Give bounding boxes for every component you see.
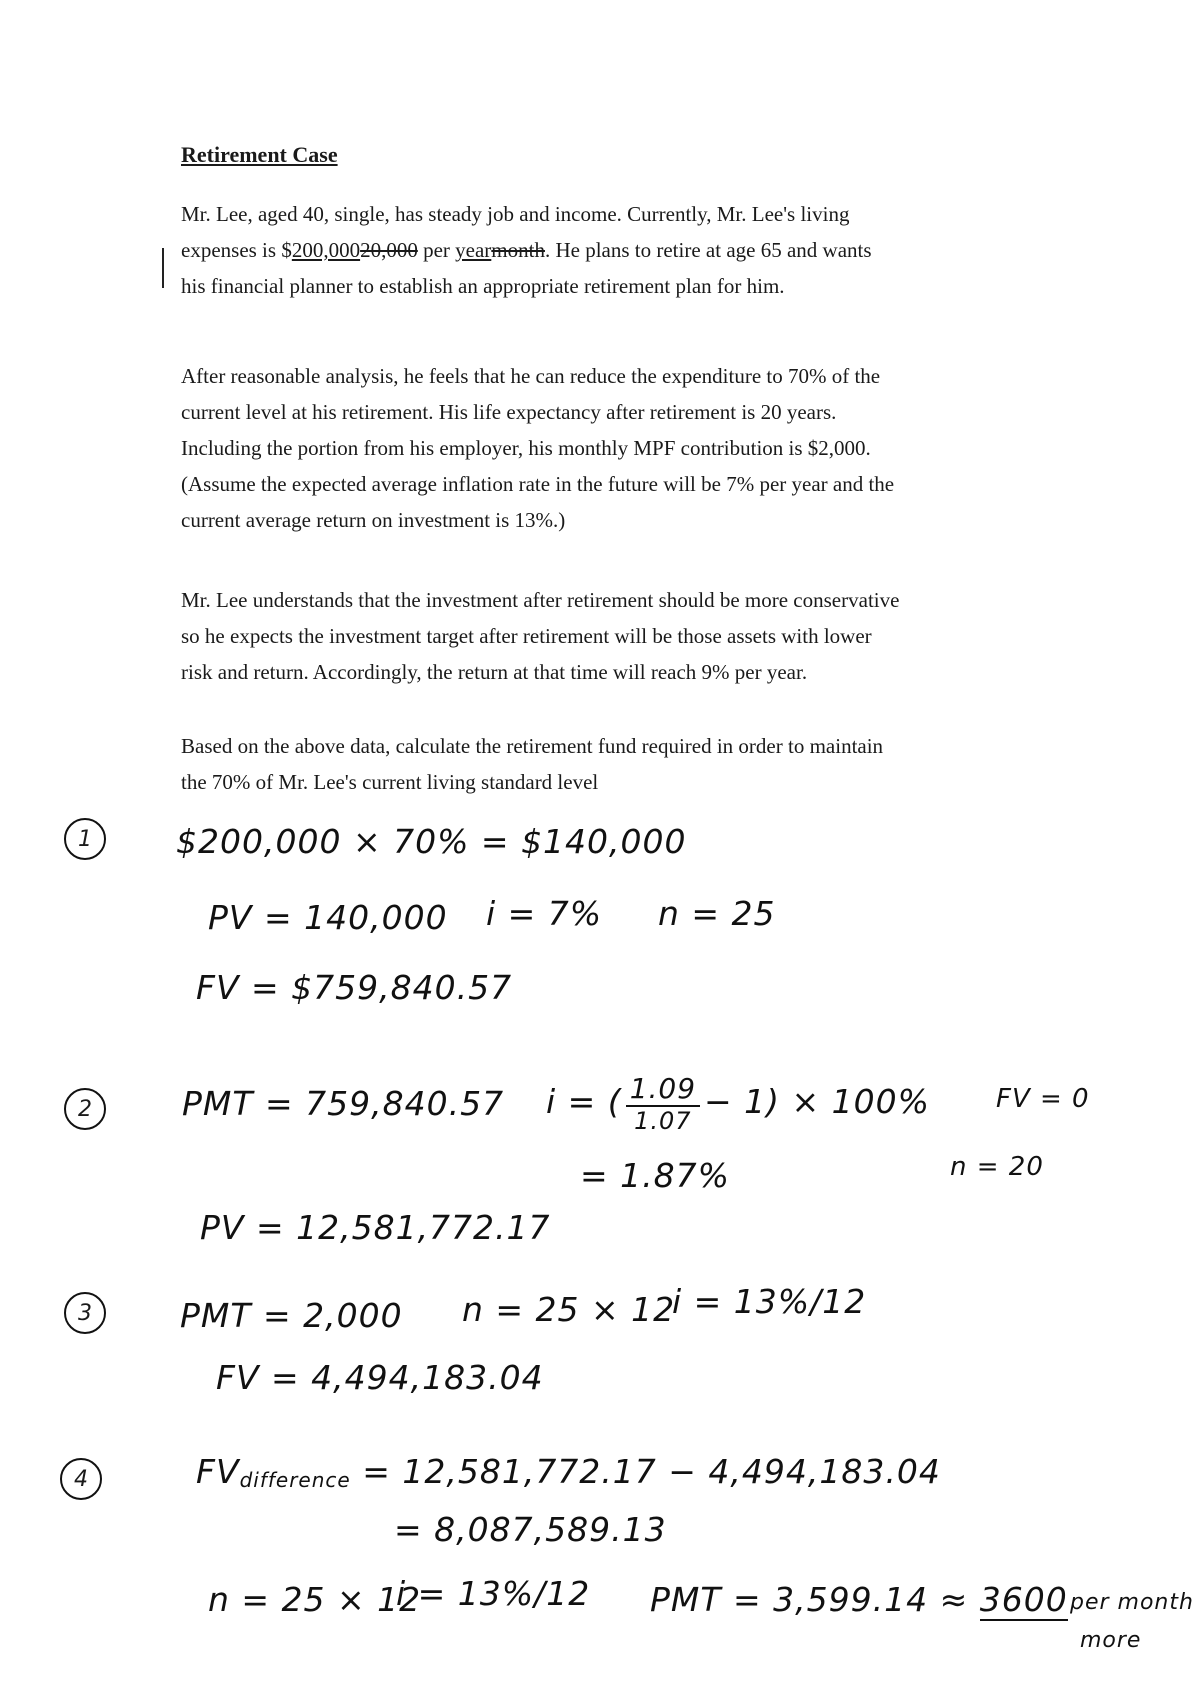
step-1-n: n = 25 bbox=[658, 894, 776, 933]
step-3-i: i = 13%/12 bbox=[672, 1282, 867, 1321]
step-1-fv: FV = $759,840.57 bbox=[196, 968, 513, 1007]
text-line: After reasonable analysis, he feels that he can reduce the expenditure to 70% of the bbox=[181, 364, 881, 388]
step-2-pv: PV = 12,581,772.17 bbox=[200, 1208, 551, 1247]
step-3-n: n = 25 × 12 bbox=[462, 1290, 676, 1329]
text-line: current level at his retirement. His life expectancy after retirement is 20 years. bbox=[181, 400, 837, 424]
paragraph-analysis bbox=[181, 358, 1081, 538]
text-line: so he expects the investment target after retirement will be those assets with lower bbox=[181, 624, 872, 648]
step-1-pv: PV = 140,000 bbox=[208, 898, 448, 937]
text-line: the 70% of Mr. Lee's current living standard level bbox=[181, 770, 599, 794]
deleted-text: 20,000 bbox=[360, 238, 418, 262]
step-2-pmt: PMT = 759,840.57 bbox=[182, 1084, 505, 1123]
text-line: his financial planner to establish an appropriate retirement plan for him. bbox=[181, 274, 785, 298]
step-2-i-formula: i = ( $\frac{1.09}{1.07}$ − 1) × 100% bbox=[546, 1072, 931, 1135]
deleted-text: month bbox=[491, 238, 545, 262]
step-2-n: n = 20 bbox=[950, 1152, 1044, 1182]
step-4-result: = 8,087,589.13 bbox=[394, 1510, 667, 1549]
document-title: Retirement Case bbox=[181, 142, 338, 167]
step-4-n: n = 25 × 12 bbox=[208, 1580, 422, 1619]
step-1-line-1: $200,000 × 70% = $140,000 bbox=[176, 822, 687, 861]
paragraph-situation bbox=[181, 196, 1081, 304]
inserted-text: year bbox=[455, 238, 492, 262]
more-note: more bbox=[1080, 1628, 1142, 1653]
per-month-note: per month bbox=[1070, 1590, 1194, 1615]
text-line: Including the portion from his employer, his monthly MPF contribution is $2,000. bbox=[181, 436, 871, 460]
text-line: Mr. Lee understands that the investment after retirement should be more conservative bbox=[181, 588, 900, 612]
rounded-payment: 3600 bbox=[979, 1580, 1068, 1619]
step-3-fv: FV = 4,494,183.04 bbox=[216, 1358, 544, 1397]
step-4-fv-difference: $FV_{difference} = 12,581,772.17 - 4,494,183.04$ bbox=[196, 1452, 941, 1492]
step-4-marker: 4 bbox=[60, 1458, 102, 1500]
step-4-pmt: PMT = 3,599.14 ≈ 3600 bbox=[650, 1580, 1068, 1619]
text-line: Mr. Lee, aged 40, single, has steady job and income. Currently, Mr. Lee's living bbox=[181, 202, 850, 226]
revision-change-bar bbox=[162, 248, 164, 288]
step-1-i: i = 7% bbox=[486, 894, 603, 933]
step-3-pmt: PMT = 2,000 bbox=[180, 1296, 403, 1335]
text-line: Based on the above data, calculate the retirement fund required in order to maintain bbox=[181, 734, 884, 758]
step-4-i: i = 13%/12 bbox=[396, 1574, 591, 1613]
text-line-revised: expenses is $200,00020,000 per yearmonth. He plans to retire at age 65 and wants bbox=[181, 238, 872, 262]
fraction: $\frac{1.09}{1.07}$ bbox=[626, 1072, 700, 1135]
text-line: current average return on investment is 13%.) bbox=[181, 508, 566, 532]
step-2-i-result: = 1.87% bbox=[580, 1156, 730, 1195]
paragraph-investment bbox=[181, 582, 1081, 690]
step-2-fv: FV = 0 bbox=[996, 1084, 1090, 1114]
inserted-text: 200,000 bbox=[291, 238, 361, 262]
step-2-marker: 2 bbox=[64, 1088, 106, 1130]
paragraph-question bbox=[181, 728, 1081, 800]
step-1-marker: 1 bbox=[64, 818, 106, 860]
step-3-marker: 3 bbox=[64, 1292, 106, 1334]
text-line: (Assume the expected average inflation rate in the future will be 7% per year and the bbox=[181, 472, 895, 496]
text-line: risk and return. Accordingly, the return at that time will reach 9% per year. bbox=[181, 660, 808, 684]
